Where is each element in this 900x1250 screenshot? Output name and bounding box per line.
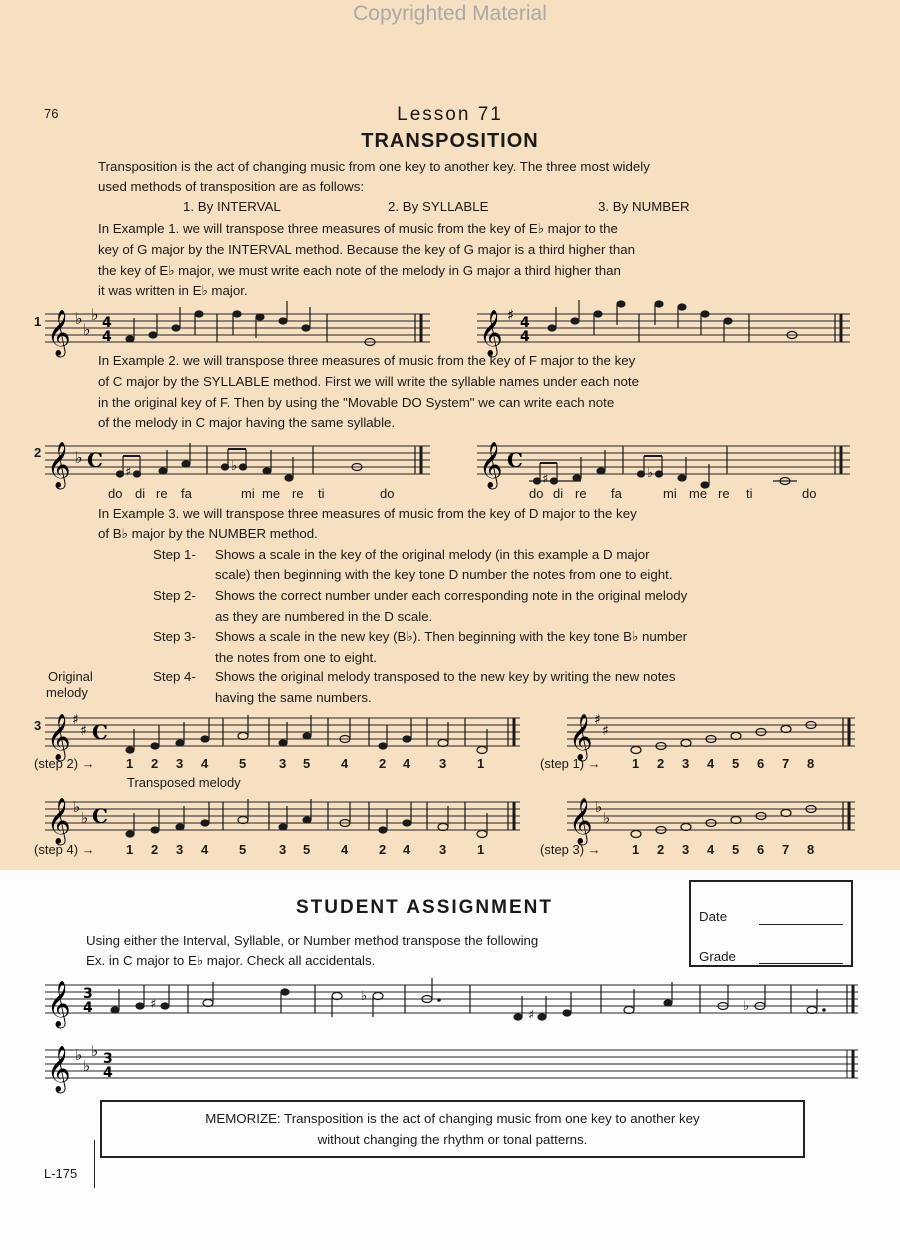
treble-clef-icon: 𝄞 <box>47 442 71 488</box>
sharp-icon: ♯ <box>150 997 157 1012</box>
note <box>563 1010 571 1016</box>
assignment-line-2: Ex. in C major to E♭ major. Check all accidentals. <box>86 953 376 968</box>
transposed-melody-label: Transposed melody <box>127 775 241 790</box>
melody-number: 4 <box>403 842 411 857</box>
page-number: 76 <box>44 106 59 121</box>
syllable: di <box>553 486 564 501</box>
note <box>302 325 310 331</box>
note <box>161 1003 169 1009</box>
scale-number: 4 <box>707 756 715 771</box>
note <box>285 475 293 481</box>
melody-number: 3 <box>176 842 184 857</box>
scale-number: 6 <box>757 756 765 771</box>
example3-line-1: In Example 3. we will transpose three measures of music from the key of D major to the key <box>98 506 637 521</box>
melody-number: 4 <box>201 842 209 857</box>
time-signature-common: C <box>92 720 108 744</box>
melody-number: 4 <box>341 756 349 771</box>
syllable: ti <box>746 486 753 501</box>
flat-icon: ♭ <box>83 320 91 339</box>
note <box>655 301 663 307</box>
note <box>126 831 134 837</box>
page-title: TRANSPOSITION <box>361 130 539 152</box>
note <box>182 461 190 467</box>
time-signature-bottom: 4 <box>103 1065 113 1081</box>
scale-number: 2 <box>657 842 665 857</box>
note <box>279 318 287 324</box>
method-number: 3. By NUMBER <box>598 199 690 214</box>
syllable: re <box>575 486 587 501</box>
flat-icon: ♭ <box>91 305 99 324</box>
note <box>263 468 271 474</box>
time-signature-common: C <box>92 804 108 828</box>
time-signature-common: C <box>87 448 103 472</box>
syllable: do <box>802 486 817 501</box>
sharp-icon: ♯ <box>72 712 79 728</box>
time-signature-top: 3 <box>103 1051 113 1067</box>
step-4-row-label: (step 4) → <box>34 842 95 857</box>
note <box>379 743 387 749</box>
note <box>332 993 342 1000</box>
note <box>724 318 732 324</box>
note <box>201 736 209 742</box>
step-3-row-label: (step 3) → <box>540 842 601 857</box>
note <box>477 831 487 838</box>
assignment-line-1: Using either the Interval, Syllable, or Number method transpose the following <box>86 933 539 948</box>
note <box>701 311 709 317</box>
sharp-icon: ♯ <box>80 723 87 739</box>
staff-example1-original <box>45 304 430 354</box>
scale-number: 8 <box>807 756 815 771</box>
step-1-label: Step 1- <box>153 547 196 562</box>
flat-icon: ♭ <box>361 989 368 1004</box>
syllable: fa <box>181 486 192 501</box>
note <box>159 468 167 474</box>
note <box>403 736 411 742</box>
time-signature-top: 4 <box>102 315 112 331</box>
scale-number: 8 <box>807 842 815 857</box>
sharp-icon: ♯ <box>542 472 549 487</box>
treble-clef-icon: 𝄞 <box>47 981 71 1027</box>
time-signature-top: 4 <box>520 315 530 331</box>
flat-icon: ♭ <box>91 1042 99 1060</box>
flat-icon: ♭ <box>83 1057 91 1075</box>
syllable: di <box>135 486 146 501</box>
scale-number: 5 <box>732 756 740 771</box>
step-3-label: Step 3- <box>153 629 196 644</box>
melody-number: 5 <box>239 842 247 857</box>
note <box>617 301 625 307</box>
note <box>151 743 159 749</box>
example2-line-2: of C major by the SYLLABLE method. First we will write the syllable names under each note <box>98 374 639 389</box>
note <box>151 827 159 833</box>
note <box>678 304 686 310</box>
note <box>379 827 387 833</box>
step-2-label: Step 2- <box>153 588 196 603</box>
flat-icon: ♭ <box>81 809 89 827</box>
sharp-icon: ♯ <box>125 465 132 480</box>
example3-line-2: of B♭ major by the NUMBER method. <box>98 526 318 541</box>
note <box>631 831 641 838</box>
flat-icon: ♭ <box>743 999 750 1014</box>
flat-icon: ♭ <box>595 798 603 816</box>
syllable: re <box>156 486 168 501</box>
melody-number: 3 <box>439 756 447 771</box>
treble-clef-icon: 𝄞 <box>47 1046 71 1092</box>
melody-number: 5 <box>303 842 311 857</box>
flat-icon: ♭ <box>75 1046 83 1064</box>
syllable: me <box>262 486 281 501</box>
melody-number: 3 <box>176 756 184 771</box>
syllable: me <box>689 486 708 501</box>
memorize-box <box>100 1100 805 1158</box>
footer-divider <box>94 1140 95 1188</box>
scale-number: 4 <box>707 842 715 857</box>
step-3-line-1: Shows a scale in the new key (B♭). Then beginning with the key tone B♭ number <box>215 629 688 644</box>
staff-example1-transposed <box>477 304 850 354</box>
melody-number: 3 <box>439 842 447 857</box>
note <box>781 726 791 733</box>
note <box>238 817 248 824</box>
footer-code: L-175 <box>44 1166 78 1181</box>
treble-clef-icon: 𝄞 <box>569 714 593 760</box>
note <box>624 1007 634 1014</box>
step-2-row-label: (step 2) → <box>34 756 95 771</box>
note <box>136 1003 144 1009</box>
syllable: do <box>380 486 395 501</box>
intro-line-1: Transposition is the act of changing music from one key to another key. The three most widely <box>98 159 650 174</box>
note <box>403 820 411 826</box>
note <box>279 740 287 746</box>
assignment-title: STUDENT ASSIGNMENT <box>296 897 553 918</box>
note <box>203 1000 213 1007</box>
note <box>303 733 311 739</box>
note <box>233 311 241 317</box>
syllable: do <box>108 486 123 501</box>
note <box>176 824 184 830</box>
melody-number: 4 <box>341 842 349 857</box>
melody-number: 2 <box>379 756 387 771</box>
example1-line-2: key of G major by the INTERVAL method. Because the key of G major is a third higher than <box>98 242 636 257</box>
syllable: re <box>292 486 304 501</box>
note <box>571 318 579 324</box>
flat-icon: ♭ <box>603 809 611 827</box>
memorize-line-2: without changing the rhythm or tonal patterns. <box>317 1132 588 1147</box>
melody-number: 5 <box>303 756 311 771</box>
example1-line-3: the key of E♭ major, we must write each note of the melody in G major a third higher than <box>98 263 621 278</box>
note <box>238 733 248 740</box>
melody-number: 1 <box>126 756 134 771</box>
note <box>149 332 157 338</box>
melody-number: 2 <box>151 756 159 771</box>
flat-icon: ♭ <box>75 309 83 328</box>
staff-example2-original <box>45 436 430 486</box>
staff-example3-d-scale <box>567 708 855 758</box>
step-1-line-2: scale) then beginning with the key tone D number the notes from one to eight. <box>215 567 673 582</box>
note <box>126 336 134 342</box>
method-interval: 1. By INTERVAL <box>183 199 281 214</box>
sharp-icon: ♯ <box>507 306 515 324</box>
syllable: mi <box>663 486 677 501</box>
sharp-icon: ♯ <box>528 1008 535 1023</box>
note <box>303 817 311 823</box>
melody-number: 1 <box>126 842 134 857</box>
note <box>538 1014 546 1020</box>
sharp-icon: ♯ <box>594 712 601 728</box>
syllable: fa <box>611 486 622 501</box>
example2-line-1: In Example 2. we will transpose three measures of music from the key of F major to the key <box>98 353 636 368</box>
melody-number: 2 <box>151 842 159 857</box>
note <box>781 810 791 817</box>
scale-number: 5 <box>732 842 740 857</box>
time-signature-common: C <box>507 448 523 472</box>
example-2-number: 2 <box>34 445 42 460</box>
date-label: Date <box>699 909 728 924</box>
note <box>438 740 448 747</box>
note <box>514 1014 522 1020</box>
grade-label: Grade <box>699 949 736 964</box>
example1-line-1: In Example 1. we will transpose three measures of music from the key of E♭ major to the <box>98 221 618 236</box>
treble-clef-icon: 𝄞 <box>569 798 593 844</box>
note <box>279 824 287 830</box>
grade-box <box>689 880 853 967</box>
note <box>631 747 641 754</box>
flat-icon: ♭ <box>75 448 83 467</box>
note <box>201 820 209 826</box>
note <box>548 325 556 331</box>
scale-number: 7 <box>782 756 790 771</box>
staff-assignment-answer[interactable] <box>45 1040 858 1090</box>
note <box>731 733 741 740</box>
note <box>664 1000 672 1006</box>
time-signature-bottom: 4 <box>102 329 112 345</box>
scale-number: 6 <box>757 842 765 857</box>
step-2-line-1: Shows the correct number under each corresponding note in the original melody <box>215 588 688 603</box>
intro-line-2: used methods of transposition are as follows: <box>98 179 365 194</box>
syllable: do <box>529 486 544 501</box>
treble-clef-icon: 𝄞 <box>479 442 503 488</box>
note <box>573 475 581 481</box>
melody-number: 3 <box>279 842 287 857</box>
staff-assignment-melody <box>45 975 858 1025</box>
step-1-row-label: (step 1) → <box>540 756 601 771</box>
step-2-line-2: as they are numbered in the D scale. <box>215 609 433 624</box>
method-syllable: 2. By SYLLABLE <box>388 199 489 214</box>
note <box>256 314 264 320</box>
melody-number: 3 <box>279 756 287 771</box>
staff-example2-transposed <box>477 436 850 486</box>
syllable: mi <box>241 486 255 501</box>
flat-icon: ♭ <box>73 798 81 816</box>
treble-clef-icon: 𝄞 <box>47 310 71 356</box>
note <box>807 1007 817 1014</box>
example1-line-4: it was written in E♭ major. <box>98 283 248 298</box>
step-4-label: Step 4- <box>153 669 196 684</box>
note <box>681 824 691 831</box>
example2-line-4: of the melody in C major having the same syllable. <box>98 415 396 430</box>
note <box>176 740 184 746</box>
melody-number: 4 <box>403 756 411 771</box>
scale-number: 1 <box>632 756 640 771</box>
note <box>281 989 289 995</box>
sharp-icon: ♯ <box>602 723 609 739</box>
lesson-heading: Lesson 71 <box>397 104 503 125</box>
note <box>195 311 203 317</box>
step-3-line-2: the notes from one to eight. <box>215 650 377 665</box>
note <box>597 468 605 474</box>
note <box>477 747 487 754</box>
treble-clef-icon: 𝄞 <box>47 714 71 760</box>
treble-clef-icon: 𝄞 <box>47 798 71 844</box>
step-1-line-1: Shows a scale in the key of the original melody (in this example a D major <box>215 547 650 562</box>
original-melody-label-1: Original <box>48 669 93 684</box>
scale-number: 3 <box>682 756 690 771</box>
scale-number: 3 <box>682 842 690 857</box>
date-field[interactable] <box>759 924 843 925</box>
melody-number: 2 <box>379 842 387 857</box>
memorize-line-1: MEMORIZE: Transposition is the act of changing music from one key to another key <box>205 1111 700 1126</box>
melody-number: 4 <box>201 756 209 771</box>
note <box>126 747 134 753</box>
treble-clef-icon: 𝄞 <box>479 310 503 356</box>
step-4-line-1: Shows the original melody transposed to the new key by writing the new notes <box>215 669 676 684</box>
scale-number: 1 <box>632 842 640 857</box>
note <box>373 993 383 1000</box>
melody-number: 5 <box>239 756 247 771</box>
note <box>678 475 686 481</box>
scale-number: 2 <box>657 756 665 771</box>
example-1-number: 1 <box>34 314 42 329</box>
scale-number: 7 <box>782 842 790 857</box>
note <box>731 817 741 824</box>
staff-example3-original <box>45 708 520 758</box>
original-melody-label-2: melody <box>46 685 88 700</box>
syllable: ti <box>318 486 325 501</box>
note <box>594 311 602 317</box>
melody-number: 1 <box>477 842 485 857</box>
time-signature-bottom: 4 <box>520 329 530 345</box>
note <box>111 1007 119 1013</box>
note <box>438 824 448 831</box>
step-4-line-2: having the same numbers. <box>215 690 372 705</box>
flat-icon: ♭ <box>231 459 238 474</box>
note <box>172 325 180 331</box>
flat-icon: ♭ <box>647 466 654 481</box>
grade-field[interactable] <box>759 963 843 964</box>
example-3-number: 3 <box>34 718 42 733</box>
note <box>681 740 691 747</box>
time-signature-top: 3 <box>83 986 93 1002</box>
example2-line-3: in the original key of F. Then by using the "Movable DO System" we can write each note <box>98 395 615 410</box>
time-signature-bottom: 4 <box>83 1000 93 1016</box>
syllable: re <box>718 486 730 501</box>
staff-example3-transposed <box>45 792 520 842</box>
melody-number: 1 <box>477 756 485 771</box>
watermark: Copyrighted Material <box>353 2 547 25</box>
staff-example3-bflat-scale <box>567 792 855 842</box>
